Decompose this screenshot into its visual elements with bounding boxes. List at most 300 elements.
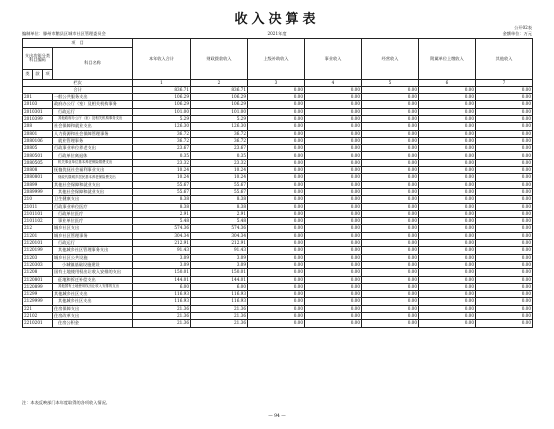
row-code: 2101101 (23, 210, 53, 217)
row-name: 征地和拆迁补偿支出 (53, 276, 133, 283)
table-row (23, 247, 533, 254)
row-value: 0.00 (305, 218, 362, 225)
row-code: 20801 (23, 130, 53, 137)
row-code: 21203 (23, 254, 53, 261)
row-value: 21.36 (191, 320, 248, 327)
row-value: 0.00 (476, 188, 533, 195)
row-name: 抚恤优抚社会福利事业支出 (53, 167, 133, 174)
row-value: 0.00 (476, 276, 533, 283)
row-value: 0.00 (476, 269, 533, 276)
row-value: 0.00 (305, 94, 362, 101)
row-value: 0.00 (248, 159, 305, 166)
row-value: 0.00 (362, 225, 419, 232)
row-value: 0.00 (362, 167, 419, 174)
row-code: 2129999 (23, 298, 53, 305)
row-value: 2.91 (191, 210, 248, 217)
row-value: 0.00 (305, 232, 362, 239)
row-code: 2080106 (23, 137, 53, 144)
row-value: 8.38 (191, 196, 248, 203)
row-name: 其他城乡社区支出 (53, 291, 133, 298)
table-row (23, 152, 533, 159)
row-value: 0.00 (305, 130, 362, 137)
row-value: 126.30 (133, 123, 191, 130)
row-value: 0.00 (476, 305, 533, 312)
row-value: 0.00 (248, 254, 305, 261)
table-row (23, 261, 533, 268)
row-value: 0.00 (362, 269, 419, 276)
table-row (23, 145, 533, 152)
row-value: 36.72 (133, 137, 191, 144)
row-value: 0.00 (248, 313, 305, 320)
row-value: 3.09 (133, 261, 191, 268)
table-row (23, 283, 533, 290)
row-value: 0.00 (248, 123, 305, 130)
row-value: 0.00 (305, 210, 362, 217)
row-value: 0.00 (248, 137, 305, 144)
row-value: 0.00 (248, 174, 305, 181)
row-value: 0.00 (476, 232, 533, 239)
row-value: 6.00 (191, 283, 248, 290)
table-row (23, 188, 533, 195)
table-row (23, 94, 533, 101)
row-value: 0.00 (419, 174, 476, 181)
table-row (23, 101, 533, 108)
row-value: 0.00 (362, 240, 419, 247)
row-code: 208 (23, 123, 53, 130)
row-value: 0.00 (248, 291, 305, 298)
row-value: 0.00 (362, 196, 419, 203)
row-value: 0.00 (362, 94, 419, 101)
row-value: 0.00 (476, 130, 533, 137)
row-value: 0.00 (419, 276, 476, 283)
row-value: 116.93 (191, 298, 248, 305)
row-value: 0.00 (419, 196, 476, 203)
table-row (23, 269, 533, 276)
header-lei: 类 (23, 69, 33, 79)
row-value: 0.00 (419, 94, 476, 101)
row-value: 0.00 (419, 305, 476, 312)
table-row (23, 320, 533, 327)
row-value: 0.00 (248, 298, 305, 305)
row-code: 2080501 (23, 152, 53, 159)
row-value: 0.00 (305, 145, 362, 152)
row-value: 0.00 (362, 247, 419, 254)
row-value: 0.00 (419, 108, 476, 115)
row-value: 0.00 (248, 101, 305, 108)
row-value: 101.00 (133, 108, 191, 115)
row-name: 行政运行 (53, 108, 133, 115)
row-value: 106.29 (133, 101, 191, 108)
row-value: 0.00 (419, 291, 476, 298)
row-value: 21.36 (133, 313, 191, 320)
row-value: 21.36 (133, 305, 191, 312)
row-value: 0.00 (419, 283, 476, 290)
row-value: 0.00 (419, 313, 476, 320)
total-cell: 0.00 (419, 86, 476, 93)
row-value: 0.00 (476, 254, 533, 261)
row-value: 0.00 (248, 115, 305, 122)
row-value: 23.32 (191, 159, 248, 166)
row-code: 210 (23, 196, 53, 203)
row-code: 2101102 (23, 218, 53, 225)
row-value: 304.34 (133, 232, 191, 239)
row-value: 212.91 (133, 240, 191, 247)
row-value: 0.00 (476, 261, 533, 268)
row-value: 36.72 (191, 130, 248, 137)
row-value: 0.00 (248, 218, 305, 225)
row-name: 机关事业单位基本养老保险缴费支出 (53, 159, 133, 166)
col-label: 栏次 (23, 79, 133, 86)
row-value: 0.00 (476, 167, 533, 174)
row-value: 0.00 (476, 218, 533, 225)
row-value: 212.91 (191, 240, 248, 247)
row-value: 0.00 (305, 203, 362, 210)
row-value: 0.00 (305, 225, 362, 232)
total-label: 合计 (23, 86, 133, 93)
row-value: 0.00 (305, 320, 362, 327)
row-name: 其他社会保障和就业支出 (53, 188, 133, 195)
row-value: 8.38 (133, 203, 191, 210)
total-row (23, 86, 533, 93)
row-value: 150.01 (191, 269, 248, 276)
col-number: 7 (476, 79, 533, 86)
row-name: 行政事业单位医疗 (53, 203, 133, 210)
row-value: 55.67 (133, 181, 191, 188)
row-code: 2120199 (23, 247, 53, 254)
row-value: 0.00 (305, 174, 362, 181)
row-value: 0.00 (476, 94, 533, 101)
row-value: 0.00 (476, 137, 533, 144)
table-row (23, 313, 533, 320)
row-value: 0.00 (419, 130, 476, 137)
col-number: 4 (305, 79, 362, 86)
table-row (23, 254, 533, 261)
row-value: 0.00 (362, 137, 419, 144)
row-name: 人力资源和社会保障管理事务 (53, 130, 133, 137)
row-value: 0.00 (419, 159, 476, 166)
row-value: 0.00 (362, 218, 419, 225)
row-value: 0.00 (248, 181, 305, 188)
row-value: 0.00 (305, 313, 362, 320)
row-value: 0.00 (362, 188, 419, 195)
row-value: 8.38 (191, 203, 248, 210)
row-value: 0.00 (476, 298, 533, 305)
row-value: 0.00 (419, 254, 476, 261)
row-value: 0.00 (419, 115, 476, 122)
row-value: 0.00 (248, 94, 305, 101)
table-row (23, 115, 533, 122)
row-value: 0.00 (476, 196, 533, 203)
table-row (23, 240, 533, 247)
row-value: 101.00 (191, 108, 248, 115)
row-code: 20103 (23, 101, 53, 108)
row-value: 0.00 (248, 232, 305, 239)
row-code: 22102 (23, 313, 53, 320)
row-value: 0.00 (305, 298, 362, 305)
row-name: 一般公共服务支出 (53, 94, 133, 101)
row-value: 0.00 (476, 247, 533, 254)
total-cell: 0.00 (476, 86, 533, 93)
row-name: 小城镇基础设施建设 (53, 261, 133, 268)
row-value: 144.01 (133, 276, 191, 283)
col-number: 3 (248, 79, 305, 86)
row-value: 150.01 (133, 269, 191, 276)
row-name: 其他城乡社区支出 (53, 298, 133, 305)
row-value: 0.00 (305, 283, 362, 290)
header-col-superior: 上级补助收入 (248, 39, 305, 80)
row-value: 3.09 (133, 254, 191, 261)
row-value: 0.00 (419, 203, 476, 210)
row-value: 0.00 (476, 240, 533, 247)
row-value: 0.00 (476, 181, 533, 188)
row-name: 其他社会保障和就业支出 (53, 181, 133, 188)
row-name: 社会保障和就业支出 (53, 123, 133, 130)
total-cell: 0.00 (305, 86, 362, 93)
row-name: 卫生健康支出 (53, 196, 133, 203)
row-value: 0.00 (362, 320, 419, 327)
col-number: 2 (191, 79, 248, 86)
table-row (23, 218, 533, 225)
row-value: 116.93 (133, 291, 191, 298)
row-code: 21201 (23, 232, 53, 239)
row-value: 0.00 (362, 152, 419, 159)
row-value: 0.00 (362, 108, 419, 115)
year-label: 2021年度 (267, 31, 287, 36)
page-title: 收入决算表 (234, 12, 320, 27)
row-value: 0.00 (419, 188, 476, 195)
row-value: 144.01 (191, 276, 248, 283)
row-name: 行政单位医疗 (53, 210, 133, 217)
row-value: 0.00 (305, 108, 362, 115)
row-value: 106.29 (191, 101, 248, 108)
row-value: 0.00 (362, 305, 419, 312)
row-value: 0.00 (419, 261, 476, 268)
row-value: 0.00 (362, 101, 419, 108)
header-code: 支出功能分类 科目编码 (23, 47, 53, 69)
table-row (23, 203, 533, 210)
row-value: 0.00 (248, 196, 305, 203)
row-value: 0.00 (419, 320, 476, 327)
row-name: 事业单位医疗 (53, 218, 133, 225)
table-row (23, 225, 533, 232)
header-item: 项 目 (23, 39, 133, 48)
row-value: 0.00 (305, 159, 362, 166)
row-value: 0.00 (305, 276, 362, 283)
header-col-other: 其他收入 (476, 39, 533, 80)
row-value: 0.00 (476, 145, 533, 152)
row-value: 91.43 (191, 247, 248, 254)
row-value: 0.00 (362, 159, 419, 166)
row-value: 21.36 (191, 305, 248, 312)
row-value: 0.00 (305, 196, 362, 203)
row-code: 2080801 (23, 174, 53, 181)
row-code: 2089999 (23, 188, 53, 195)
amount-unit: 金额单位：万元 (502, 31, 532, 36)
row-value: 0.00 (362, 130, 419, 137)
col-number: 5 (362, 79, 419, 86)
table-row (23, 137, 533, 144)
row-value: 10.24 (191, 174, 248, 181)
row-code: 21208 (23, 269, 53, 276)
row-value: 0.00 (248, 210, 305, 217)
row-name: 政府办公厅（室）及相关机构事务 (53, 101, 133, 108)
header-col-operating: 经营收入 (362, 39, 419, 80)
row-value: 0.00 (305, 261, 362, 268)
row-name: 住房公积金 (53, 320, 133, 327)
row-value: 8.38 (133, 196, 191, 203)
row-value: 0.00 (476, 283, 533, 290)
row-value: 0.00 (248, 261, 305, 268)
row-value: 0.00 (476, 115, 533, 122)
row-value: 5.29 (133, 115, 191, 122)
row-value: 0.00 (248, 225, 305, 232)
row-name: 财政代缴城乡居民基本养老保险费支出 (53, 174, 133, 181)
row-value: 0.00 (419, 298, 476, 305)
table-row (23, 232, 533, 239)
row-value: 10.24 (133, 174, 191, 181)
row-value: 304.34 (191, 232, 248, 239)
row-value: 106.29 (191, 94, 248, 101)
row-code: 212 (23, 225, 53, 232)
table-row (23, 181, 533, 188)
row-value: 0.00 (305, 305, 362, 312)
row-value: 21.36 (191, 313, 248, 320)
row-value: 0.00 (305, 115, 362, 122)
row-name: 行政事业单位养老支出 (53, 145, 133, 152)
row-value: 0.00 (248, 320, 305, 327)
row-value: 0.00 (248, 108, 305, 115)
row-value: 5.48 (191, 218, 248, 225)
row-value: 0.00 (248, 305, 305, 312)
table-row (23, 159, 533, 166)
row-code: 2010301 (23, 108, 53, 115)
row-value: 0.00 (476, 291, 533, 298)
table-row (23, 305, 533, 312)
row-value: 0.00 (476, 101, 533, 108)
table-row (23, 130, 533, 137)
row-value: 0.00 (419, 240, 476, 247)
row-name: 住房保障支出 (53, 305, 133, 312)
row-name: 城乡社区公共设施 (53, 254, 133, 261)
row-value: 574.36 (133, 225, 191, 232)
income-table (22, 38, 533, 328)
row-value: 0.00 (476, 152, 533, 159)
row-value: 0.00 (305, 254, 362, 261)
row-name: 国有土地使用权出让收入安排的支出 (53, 269, 133, 276)
row-value: 116.93 (133, 298, 191, 305)
row-value: 23.32 (133, 159, 191, 166)
col-number: 6 (419, 79, 476, 86)
row-value: 0.00 (419, 137, 476, 144)
page-number: — 94 — (268, 414, 286, 419)
row-value: 0.00 (362, 115, 419, 122)
row-value: 0.00 (305, 247, 362, 254)
row-value: 0.00 (476, 210, 533, 217)
row-value: 5.29 (191, 115, 248, 122)
row-value: 0.00 (248, 240, 305, 247)
row-value: 0.00 (305, 188, 362, 195)
row-value: 0.00 (419, 218, 476, 225)
total-cell: 0.00 (362, 86, 419, 93)
row-value: 0.00 (248, 130, 305, 137)
row-code: 21011 (23, 203, 53, 210)
row-value: 574.36 (191, 225, 248, 232)
row-value: 0.00 (362, 291, 419, 298)
row-value: 0.00 (248, 247, 305, 254)
row-name: 其他国有土地使用权出让收入安排的支出 (53, 283, 133, 290)
table-row (23, 174, 533, 181)
row-name: 城乡社区支出 (53, 225, 133, 232)
header-col-business: 事业收入 (305, 39, 362, 80)
row-value: 0.00 (362, 210, 419, 217)
row-value: 23.67 (191, 145, 248, 152)
row-value: 0.00 (305, 291, 362, 298)
row-value: 0.00 (362, 313, 419, 320)
header-col-fiscal: 财政拨款收入 (191, 39, 248, 80)
row-code: 2120101 (23, 240, 53, 247)
table-row (23, 167, 533, 174)
row-value: 55.67 (133, 188, 191, 195)
row-name: 其他城乡社区管理事务支出 (53, 247, 133, 254)
row-value: 0.00 (362, 123, 419, 130)
row-value: 0.00 (248, 152, 305, 159)
meta-line (22, 31, 532, 38)
row-code: 2120303 (23, 261, 53, 268)
row-value: 10.24 (191, 167, 248, 174)
row-value: 0.00 (305, 101, 362, 108)
row-value: 0.35 (191, 152, 248, 159)
table-row (23, 123, 533, 130)
row-value: 0.00 (305, 240, 362, 247)
row-code: 2120801 (23, 276, 53, 283)
table-row (23, 196, 533, 203)
row-value: 0.00 (419, 269, 476, 276)
row-name: 行政单位离退休 (53, 152, 133, 159)
row-value: 10.24 (133, 167, 191, 174)
row-value: 0.00 (248, 269, 305, 276)
row-value: 36.72 (191, 137, 248, 144)
row-value: 0.00 (248, 145, 305, 152)
row-value: 0.35 (133, 152, 191, 159)
table-number: 公开02表 (514, 25, 532, 30)
row-value: 55.67 (191, 181, 248, 188)
row-code: 2210201 (23, 320, 53, 327)
header-kuan: 款 (33, 69, 43, 79)
row-value: 3.09 (191, 261, 248, 268)
header-col-affiliate: 附属单位上缴收入 (419, 39, 476, 80)
row-value: 5.48 (133, 218, 191, 225)
row-value: 0.00 (419, 145, 476, 152)
table-row (23, 298, 533, 305)
row-code: 221 (23, 305, 53, 312)
row-value: 0.00 (305, 137, 362, 144)
table-row (23, 210, 533, 217)
row-value: 0.00 (362, 298, 419, 305)
total-cell: 0.00 (248, 86, 305, 93)
row-value: 0.00 (362, 254, 419, 261)
row-name: 住房改革支出 (53, 313, 133, 320)
row-value: 0.00 (419, 247, 476, 254)
row-value: 0.00 (305, 152, 362, 159)
row-code: 2080505 (23, 159, 53, 166)
row-value: 0.00 (362, 145, 419, 152)
row-value: 0.00 (419, 123, 476, 130)
row-value: 0.00 (362, 276, 419, 283)
row-value: 116.93 (191, 291, 248, 298)
row-value: 0.00 (248, 276, 305, 283)
row-name: 其他政府办公厅（室）及相关机构事务支出 (53, 115, 133, 122)
row-value: 0.00 (419, 101, 476, 108)
